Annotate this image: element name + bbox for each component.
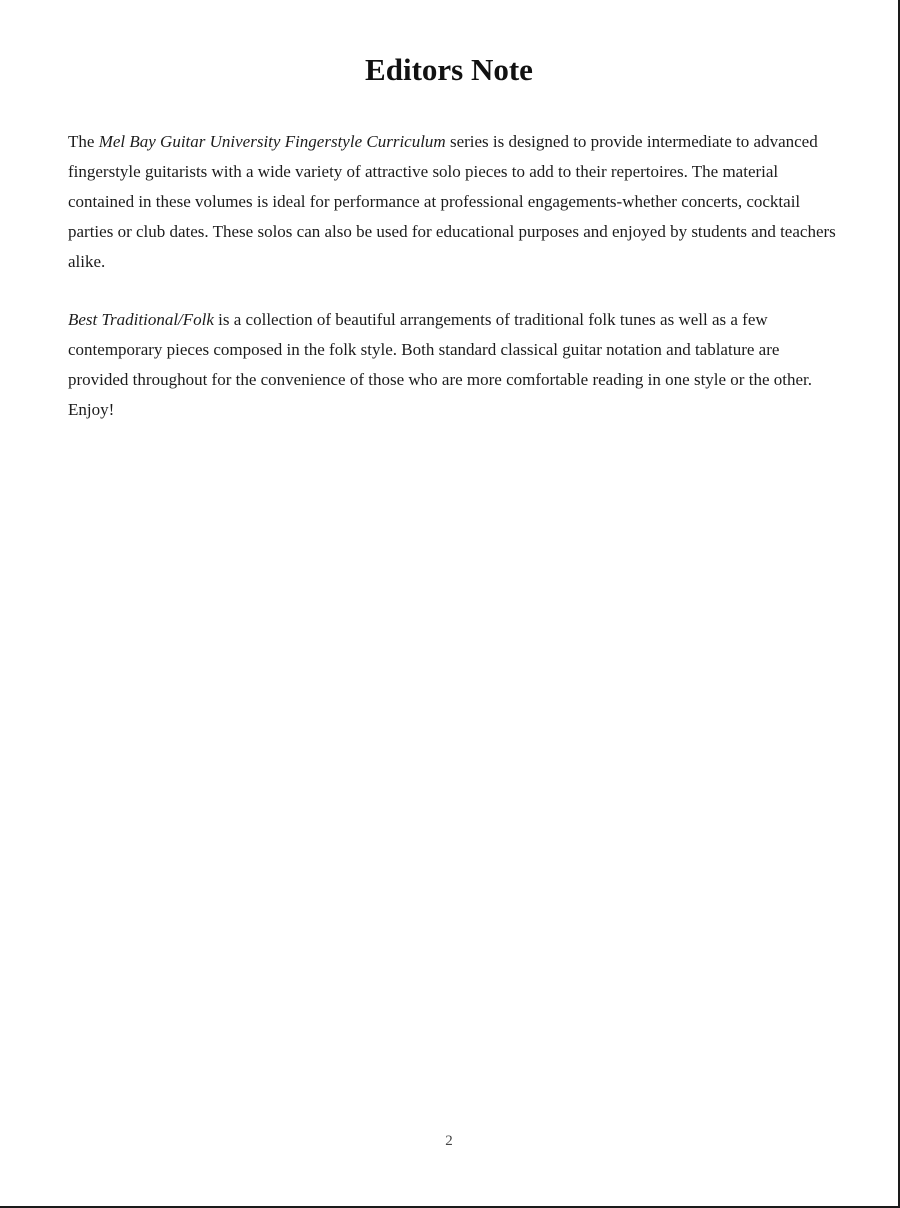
series-title: Mel Bay Guitar University Fingerstyle Curriculum xyxy=(98,132,446,151)
body-text xyxy=(68,127,838,453)
page-title: Editors Note xyxy=(365,52,533,87)
paragraph-collection-text: is a collection of beautiful arrangements of traditional folk tunes as well as a few contemporary pieces composed in the folk style. Both standard classical guitar notation and tablature are provided throughout for the convenience of those who are more comfortable reading in one style or the other. Enjoy! xyxy=(68,310,812,419)
paragraph-intro xyxy=(68,127,838,277)
book-title: Best Traditional/Folk xyxy=(68,310,214,329)
paragraph-collection xyxy=(68,305,838,425)
page-number: 2 xyxy=(445,1133,453,1149)
paragraph-intro-text: series is designed to provide intermediate to advanced fingerstyle guitarists with a wide variety of attractive solo pieces to add to their repertoires. The material contained in these volumes is ideal for performance at professional engagements-whether concerts, cocktail parties or club dates. These solos can also be used for educational purposes and enjoyed by students and teachers alike. xyxy=(68,132,836,271)
paragraph-intro-lead: The xyxy=(68,132,99,151)
